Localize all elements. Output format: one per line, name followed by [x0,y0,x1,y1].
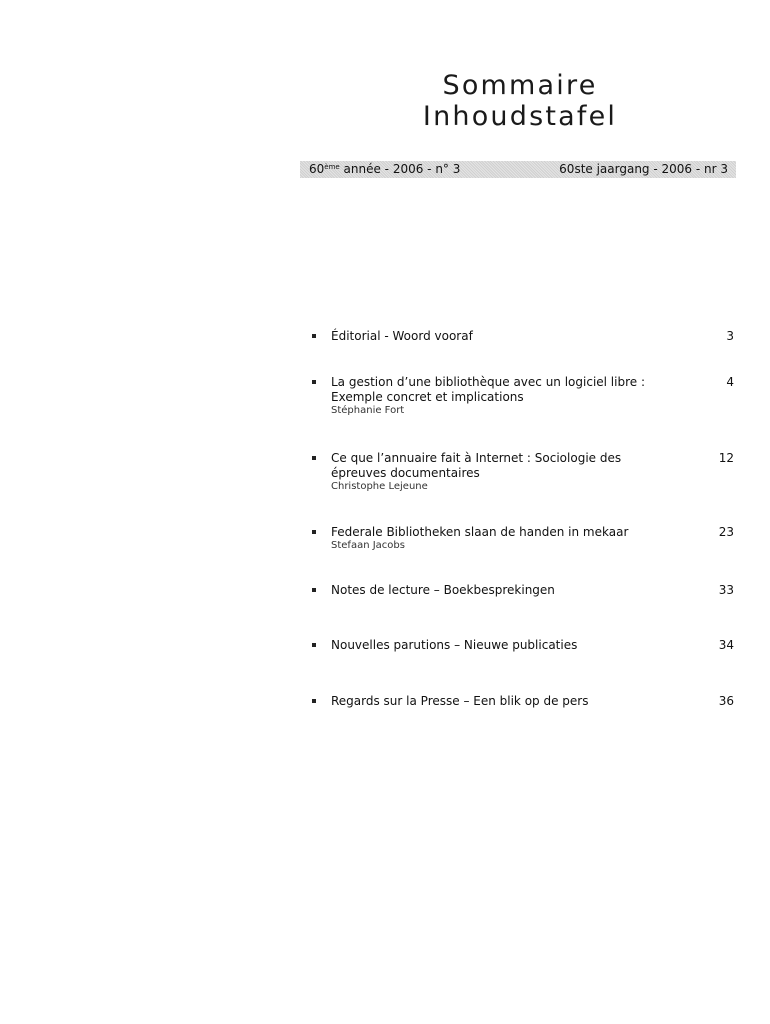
bullet-icon [312,380,316,384]
toc-entry-author: Stefaan Jacobs [331,540,405,551]
toc-entry-author: Christophe Lejeune [331,481,428,492]
bullet-icon [312,643,316,647]
toc-entry-page: 4 [726,375,734,389]
toc-entry-title[interactable]: Ce que l’annuaire fait à Internet : Sociologie des épreuves documentaires [331,451,622,480]
toc-entry-title[interactable]: Regards sur la Presse – Een blik op de pers [331,694,589,708]
bullet-icon [312,530,316,534]
toc-entry-title[interactable]: Nouvelles parutions – Nieuwe publicaties [331,638,578,652]
toc-entry-title[interactable]: Notes de lecture – Boekbesprekingen [331,583,555,597]
toc-entry-page: 3 [726,329,734,343]
toc-entry-page: 33 [718,583,734,597]
bullet-icon [312,456,316,460]
title-french: Sommaire [442,70,598,101]
issue-info-dutch: 60ste jaargang - 2006 - nr 3 [559,162,728,176]
bullet-icon [312,699,316,703]
table-of-contents [300,0,736,1024]
toc-entry-page: 23 [718,525,734,539]
issue-year-number: 60 [309,162,325,176]
toc-entry-title[interactable]: Federale Bibliotheken slaan de handen in mekaar [331,525,629,539]
toc-entry-author: Stéphanie Fort [331,405,405,416]
bullet-icon [312,334,316,338]
toc-entry-page: 12 [718,451,734,465]
toc-entry-title[interactable]: La gestion d’une bibliothèque avec un logiciel libre : Exemple concret et implications [331,375,645,404]
toc-entry-page: 34 [718,638,734,652]
toc-entry-title[interactable]: Éditorial - Woord vooraf [331,329,473,343]
bullet-icon [312,588,316,592]
toc-entry-page: 36 [718,694,734,708]
issue-ordinal-suffix: ème [324,163,340,171]
issue-details-french: année - 2006 - n° 3 [339,162,461,176]
title-dutch: Inhoudstafel [422,101,618,132]
